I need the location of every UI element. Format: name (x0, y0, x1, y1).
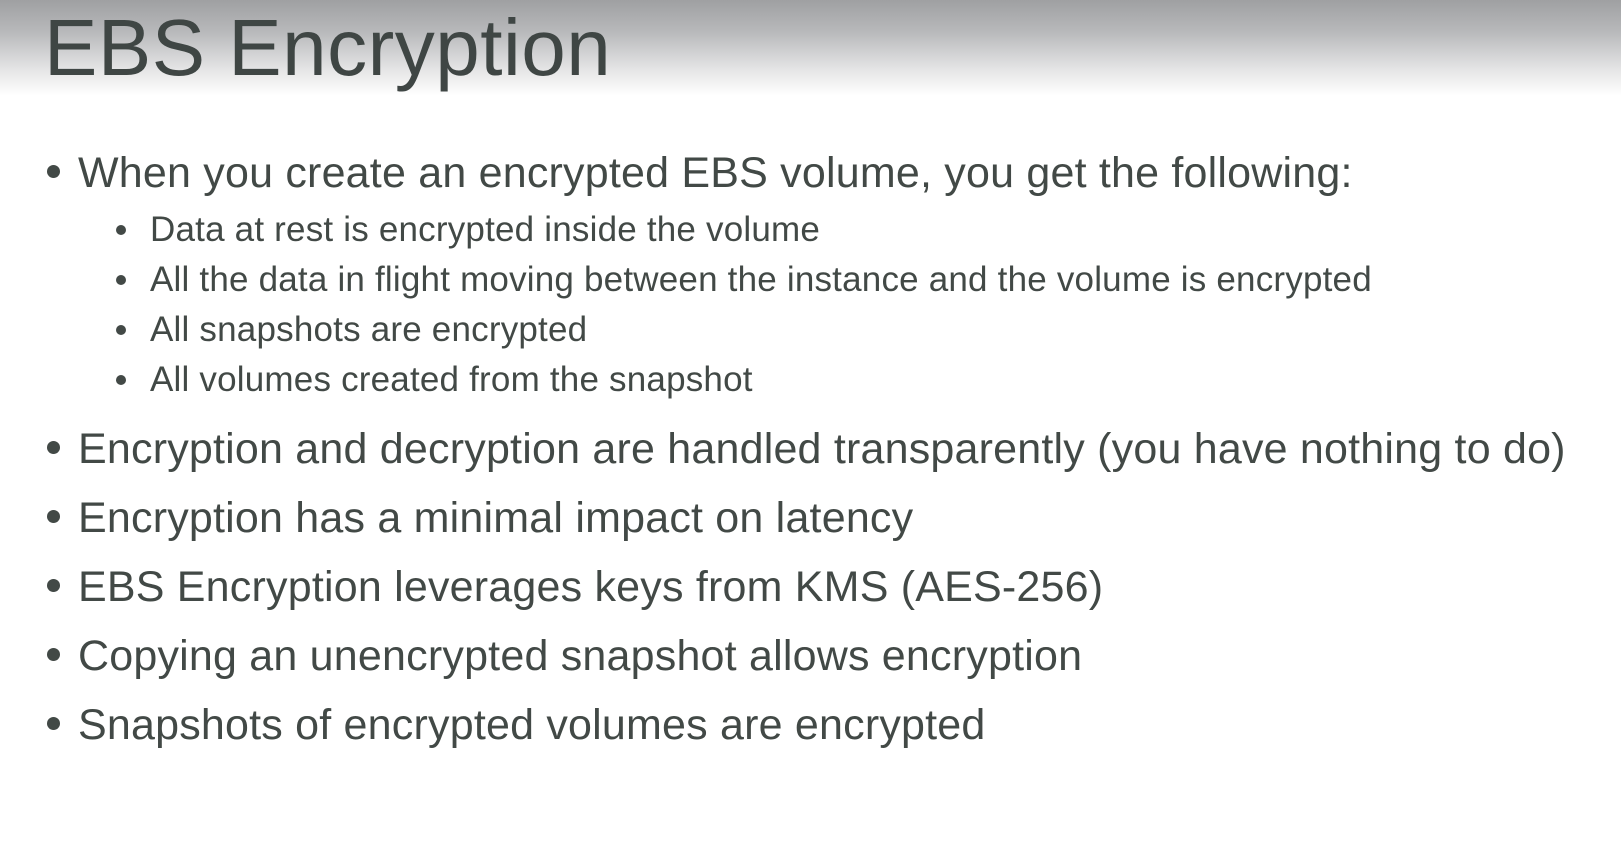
list-item (40, 493, 1611, 543)
bullet-text: EBS Encryption leverages keys from KMS (AES-256) (78, 563, 1104, 611)
sub-bullet-text: Data at rest is encrypted inside the volume (150, 210, 821, 249)
bullet-icon (116, 375, 126, 385)
bullet-text: Encryption and decryption are handled transparently (you have nothing to do) (78, 425, 1566, 473)
bullet-icon (47, 510, 60, 523)
bullet-icon (47, 165, 60, 178)
bullet-text: Encryption has a minimal impact on latency (78, 494, 914, 542)
bullet-text-block (78, 148, 1372, 405)
bullet-text: Copying an unencrypted snapshot allows encryption (78, 632, 1083, 680)
list-item (40, 424, 1611, 474)
bullet-list (40, 148, 1611, 750)
bullet-text: When you create an encrypted EBS volume, you get the following: (78, 149, 1353, 197)
bullet-icon (47, 441, 60, 454)
list-item (78, 205, 1372, 255)
slide-content (40, 148, 1611, 769)
bullet-icon (116, 275, 126, 285)
list-item (40, 700, 1611, 750)
bullet-icon (116, 225, 126, 235)
bullet-icon (47, 579, 60, 592)
bullet-icon (47, 648, 60, 661)
bullet-text: Snapshots of encrypted volumes are encrypted (78, 701, 986, 749)
list-item (40, 148, 1611, 405)
sub-bullet-text: All snapshots are encrypted (150, 310, 588, 349)
bullet-icon (47, 717, 60, 730)
list-item (78, 355, 1372, 405)
bullet-icon (116, 325, 126, 335)
list-item (40, 631, 1611, 681)
page-title: EBS Encryption (44, 3, 612, 92)
list-item (40, 562, 1611, 612)
sub-bullet-text: All volumes created from the snapshot (150, 360, 753, 399)
list-item (78, 305, 1372, 355)
sub-bullet-text: All the data in flight moving between the instance and the volume is encrypted (150, 260, 1372, 299)
list-item (78, 255, 1372, 305)
sub-bullet-list (78, 205, 1372, 405)
